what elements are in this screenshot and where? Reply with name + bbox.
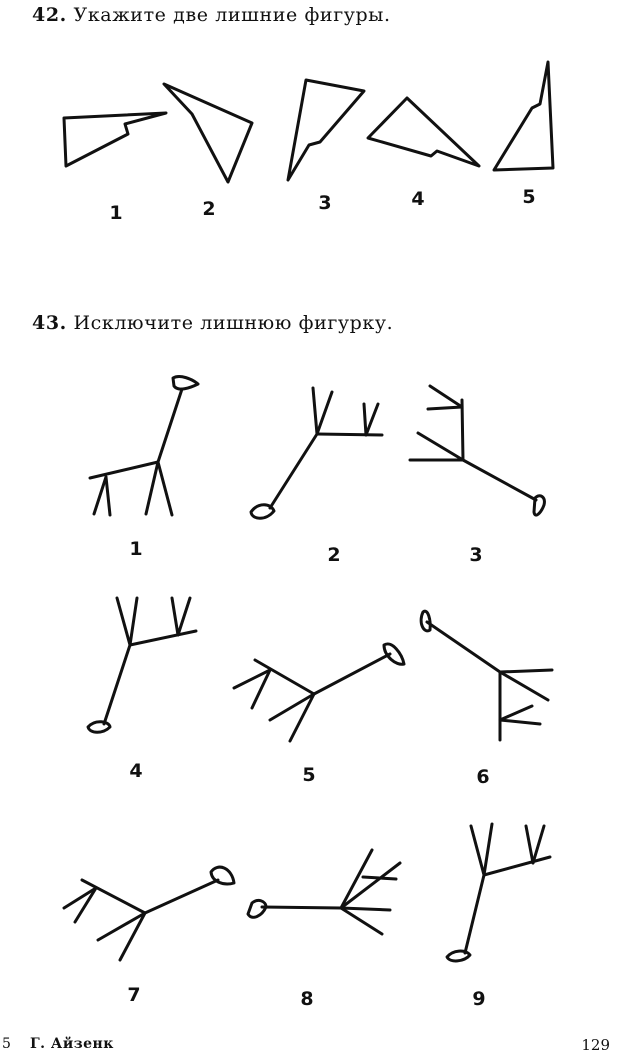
task-42-label-5: 5 bbox=[522, 186, 536, 208]
task-42-shape-4 bbox=[368, 98, 479, 166]
task-43-label-9: 9 bbox=[472, 988, 486, 1010]
task-43-label-1: 1 bbox=[129, 538, 143, 560]
task-43-label-3: 3 bbox=[469, 544, 483, 566]
task-43-label-4: 4 bbox=[129, 760, 143, 782]
task-43-label-8: 8 bbox=[300, 988, 314, 1010]
task-42-shape-5 bbox=[494, 62, 553, 170]
task-43-figure-1 bbox=[90, 377, 198, 515]
task-43-label-2: 2 bbox=[327, 544, 341, 566]
task-43-figure-7 bbox=[64, 867, 234, 960]
task-42-label-2: 2 bbox=[202, 198, 216, 220]
task-43-heading bbox=[32, 312, 393, 334]
task-42-shape-3 bbox=[288, 80, 364, 180]
footer-author: Г. Айзенк bbox=[30, 1036, 114, 1052]
task-43-text: Исключите лишнюю фигурку. bbox=[73, 312, 394, 334]
task-43-number: 43. bbox=[32, 312, 67, 334]
task-43-label-6: 6 bbox=[476, 766, 490, 788]
task-42-label-1: 1 bbox=[109, 202, 123, 224]
task-43-figure-9 bbox=[447, 824, 550, 961]
task-43-label-7: 7 bbox=[127, 984, 141, 1006]
task-43-figure-4 bbox=[88, 598, 196, 732]
task-43-figures bbox=[0, 360, 620, 1040]
task-43-figure-6 bbox=[421, 611, 552, 740]
task-43-label-5: 5 bbox=[302, 764, 316, 786]
task-42-shape-2 bbox=[164, 84, 252, 182]
task-43-figure-8 bbox=[248, 850, 400, 934]
task-43-figure-3 bbox=[410, 386, 544, 515]
page-number: 129 bbox=[581, 1036, 610, 1054]
task-42-label-3: 3 bbox=[318, 192, 332, 214]
task-43-figure-2 bbox=[251, 388, 382, 518]
task-42-shape-1 bbox=[64, 113, 166, 166]
task-43-figure-5 bbox=[234, 644, 404, 741]
task-42-figures bbox=[0, 50, 620, 280]
task-42-number: 42. bbox=[32, 4, 67, 26]
task-42-heading bbox=[32, 4, 391, 26]
footer-left-number: 5 bbox=[2, 1036, 11, 1052]
task-42-label-4: 4 bbox=[411, 188, 425, 210]
task-42-text: Укажите две лишние фигуры. bbox=[73, 4, 391, 26]
